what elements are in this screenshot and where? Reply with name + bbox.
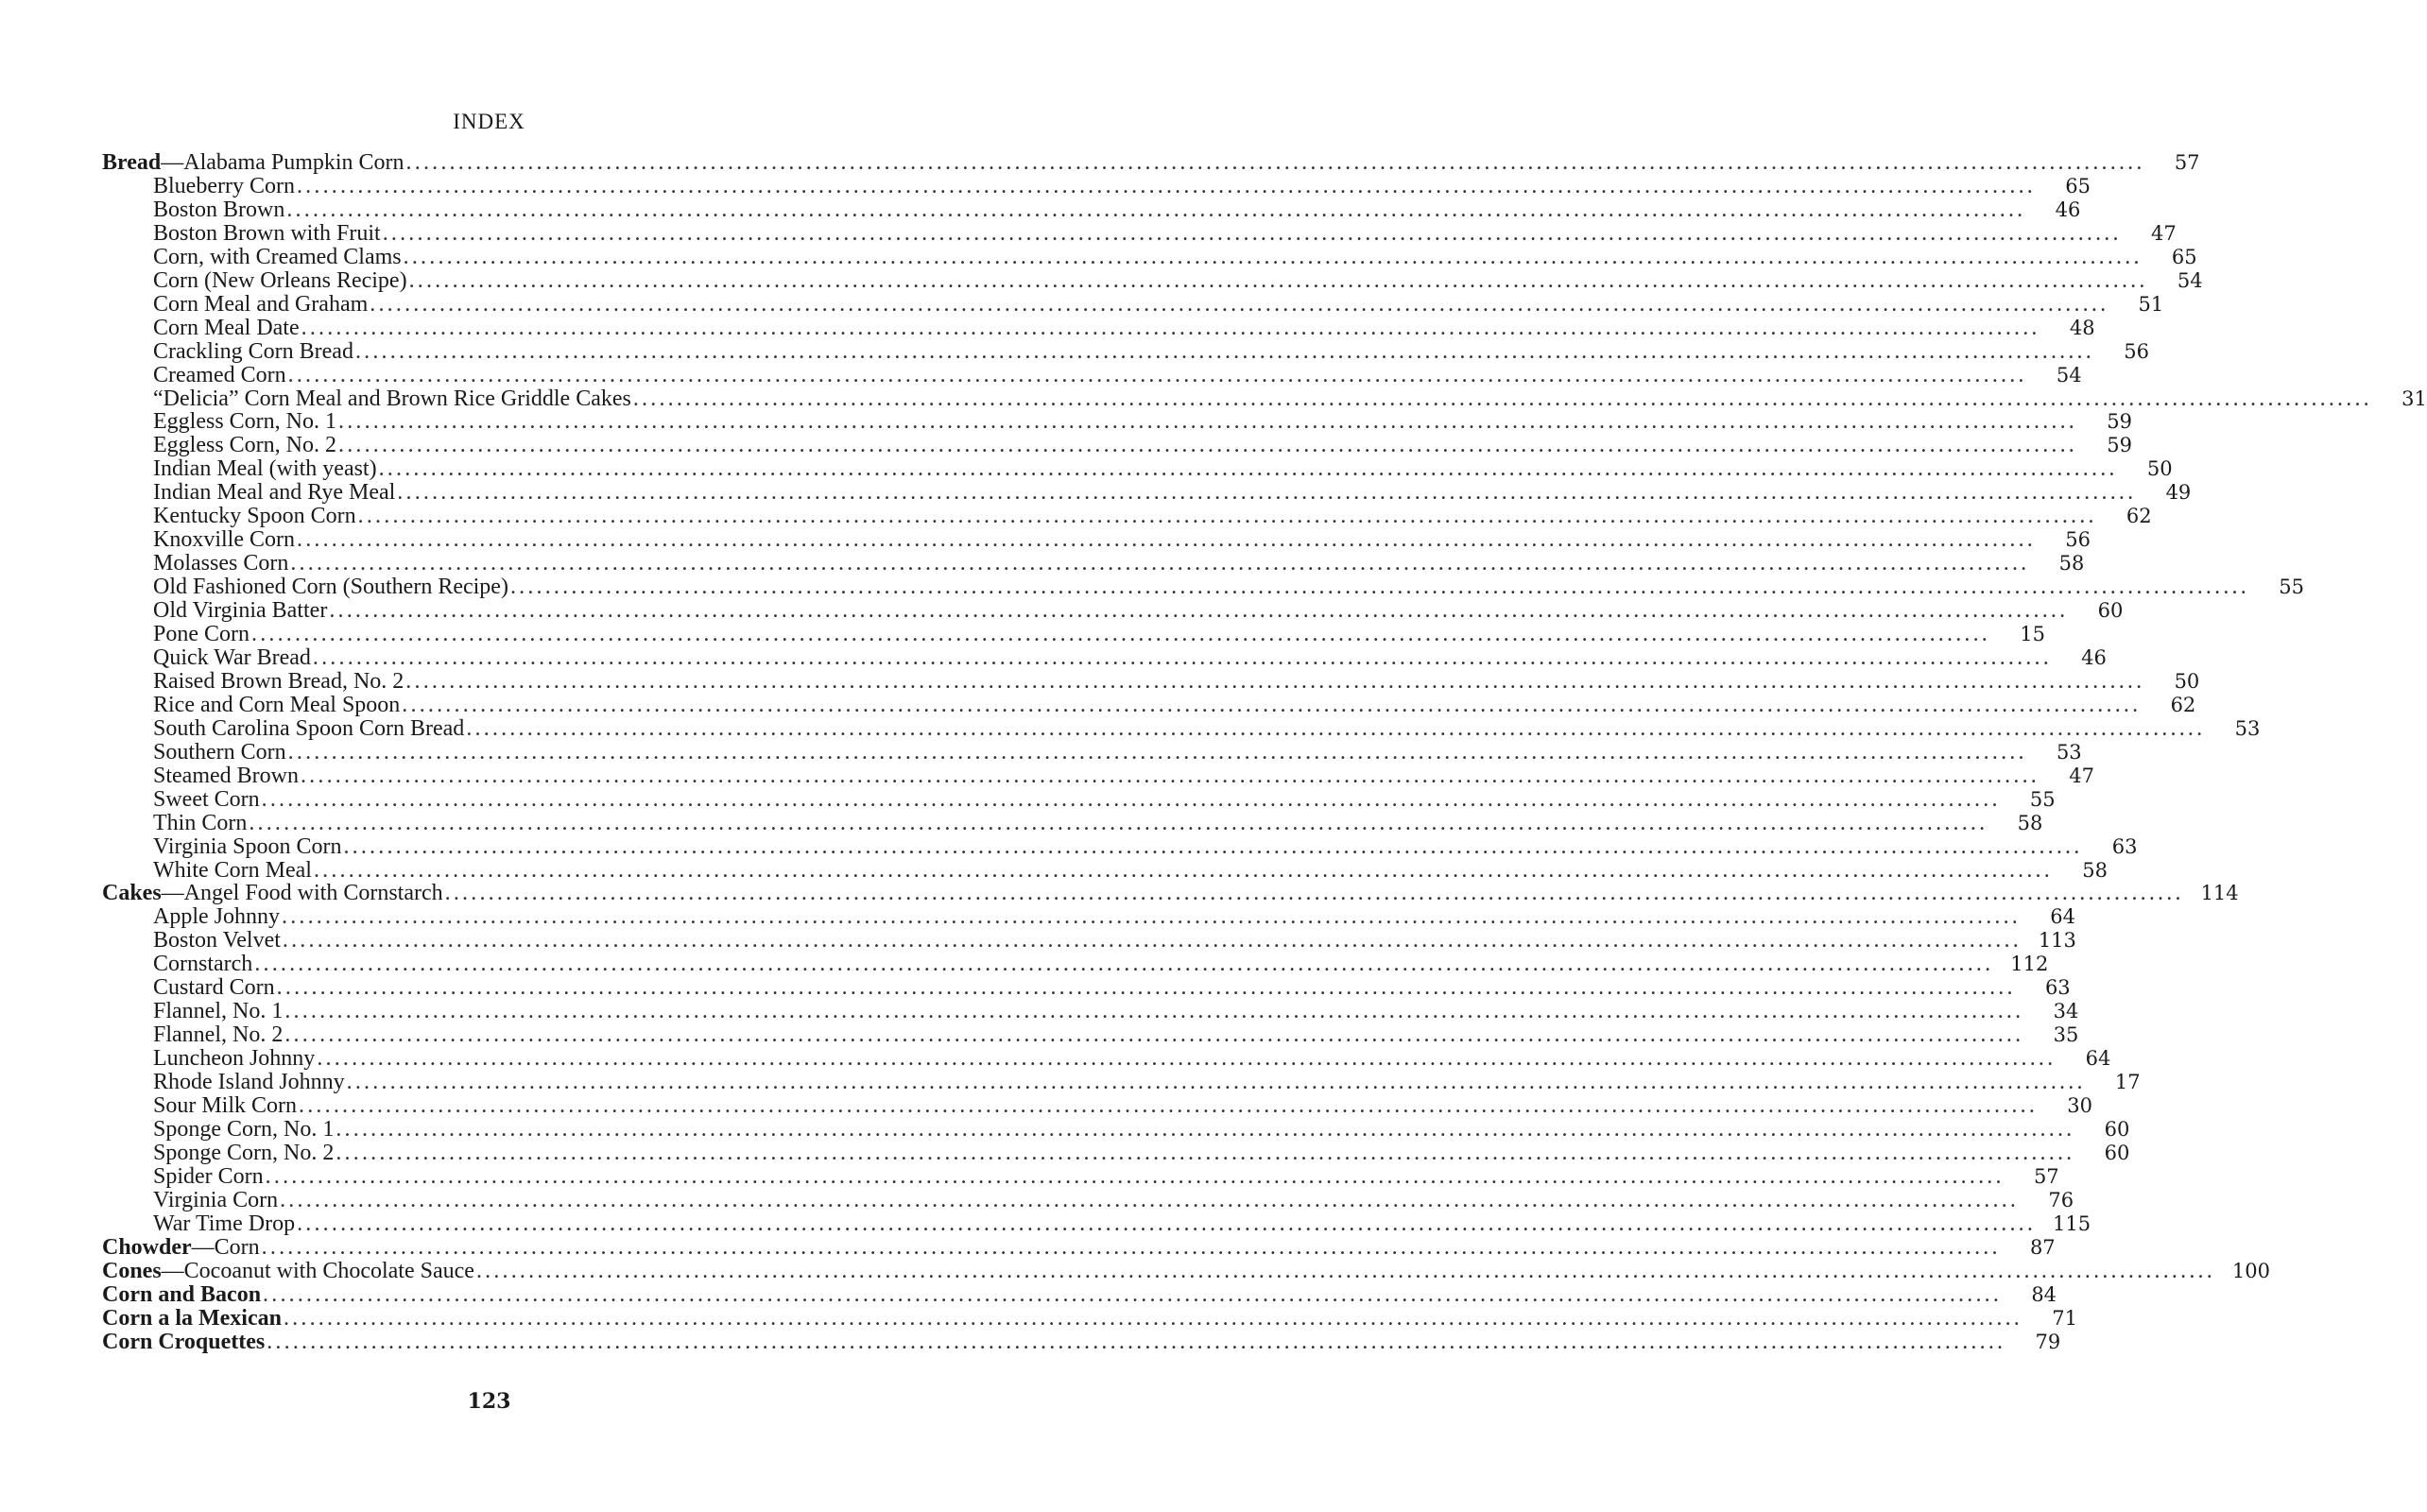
entry-page-number: 58 [2082,858,2108,882]
index-entry [153,644,2107,670]
index-entry [153,928,2076,954]
index-entry [153,857,2108,883]
entry-page-number: 71 [2052,1306,2077,1330]
dot-leader: ........................................................................................................................................................................................................ [261,1234,2001,1260]
index-entry [153,527,2091,553]
index-entry [153,244,2197,269]
category-separator: — [161,150,184,175]
index-entry [153,1211,2091,1236]
dot-leader: ........................................................................................................................................................................................................ [329,598,2069,624]
entry-page-number: 55 [2279,576,2304,599]
index-entry [153,622,2045,646]
entry-label: Kentucky Spoon Corn [153,504,356,529]
entry-label: South Carolina Spoon Corn Bread [153,715,465,741]
dot-leader: ........................................................................................................................................................................................................ [354,338,2094,364]
entry-label: “Delicia” Corn Meal and Brown Rice Griddle Cakes [153,386,631,411]
entry-page-number: 84 [2031,1282,2057,1306]
dot-leader: ........................................................................................................................................................................................................ [297,1211,2037,1236]
entry-page-number: 50 [2174,669,2200,693]
category-heading: Corn Croquettes [102,1329,266,1354]
dot-leader: ........................................................................................................................................................................................................ [444,881,2184,906]
dot-leader: ........................................................................................................................................................................................................ [336,1140,2075,1165]
entry-page-number: 49 [2165,481,2192,505]
entry-label: Rhode Island Johnny [153,1070,345,1095]
entry-page-number: 60 [2097,599,2124,623]
dot-leader: ........................................................................................................................................................................................................ [300,763,2040,788]
entry-page-number: 114 [2200,882,2239,905]
dot-leader: ........................................................................................................................................................................................................ [284,999,2024,1024]
entry-label: Creamed Corn [153,362,286,387]
index-entry [153,1022,2079,1048]
category-separator: — [161,881,184,906]
entry-label: White Corn Meal [153,857,312,883]
entry-page-number: 63 [2044,976,2071,1000]
entry-page-number: 65 [2171,245,2197,268]
entry-page-number: 60 [2104,1117,2130,1141]
entry-label: Boston Brown [153,197,285,222]
entry-label: Virginia Spoon Corn [153,833,342,859]
dot-leader: ........................................................................................................................................................................................................ [408,267,2148,293]
entry-page-number: 47 [2150,221,2177,245]
dot-leader: ........................................................................................................................................................................................................ [357,504,2097,529]
entry-page-number: 115 [2052,1211,2091,1235]
entry-label: Spider Corn [153,1163,264,1189]
dot-leader: ........................................................................................................................................................................................................ [267,1329,2006,1354]
entry-page-number: 55 [2029,787,2056,811]
dot-leader: ........................................................................................................................................................................................................ [286,197,2026,222]
entry-page-number: 87 [2029,1235,2056,1259]
index-entry [102,881,2239,906]
index-entry [153,952,2049,977]
index-entry [102,1305,2077,1331]
entry-label: Flannel, No. 2 [153,1022,284,1048]
entry-page-number: 48 [2069,316,2095,339]
dot-leader: ........................................................................................................................................................................................................ [261,786,2001,812]
entry-label: Crackling Corn Bread [153,338,353,364]
entry-label: Corn [214,1234,260,1260]
dot-leader: ........................................................................................................................................................................................................ [287,362,2027,387]
dot-leader: ........................................................................................................................................................................................................ [287,739,2027,765]
index-entry [153,668,2200,694]
entry-page-number: 54 [2177,268,2203,292]
entry-label: Alabama Pumpkin Corn [183,150,404,175]
entry-page-number: 76 [2048,1188,2074,1211]
entry-label: Old Virginia Batter [153,598,328,624]
entry-page-number: 58 [2058,552,2085,576]
entry-page-number: 113 [2038,929,2076,953]
index-entry [102,1258,2270,1283]
dot-leader: ........................................................................................................................................................................................................ [466,715,2206,741]
index-entry [153,1093,2093,1118]
dot-leader: ........................................................................................................................................................................................................ [282,928,2022,954]
index-entry [153,833,2138,859]
entry-label: Apple Johnny [153,904,280,930]
entry-label: Molasses Corn [153,551,289,576]
entry-label: Eggless Corn, No. 2 [153,433,336,458]
index-entry [153,456,2173,482]
index-entry [153,1116,2130,1142]
entry-page-number: 62 [2170,693,2196,716]
entry-page-number: 59 [2107,410,2132,434]
index-entry [153,715,2261,741]
dot-leader: ........................................................................................................................................................................................................ [632,386,2372,411]
dot-leader: ........................................................................................................................................................................................................ [397,480,2137,506]
dot-leader: ........................................................................................................................................................................................................ [509,575,2249,600]
entry-page-number: 112 [2010,953,2049,976]
entry-label: Luncheon Johnny [153,1046,316,1072]
index-entry [102,1234,2056,1260]
index-entry [153,1187,2074,1212]
index-entry [102,1329,2061,1354]
entry-label: Sponge Corn, No. 2 [153,1140,335,1165]
dot-leader: ........................................................................................................................................................................................................ [283,1305,2022,1331]
page-title: INDEX [453,110,525,133]
index-entry [153,904,2075,930]
entry-label: Corn (New Orleans Recipe) [153,267,407,293]
entry-label: Corn, with Creamed Clams [153,244,402,269]
entry-label: Southern Corn [153,739,286,765]
dot-leader: ........................................................................................................................................................................................................ [405,150,2145,175]
entry-page-number: 56 [2065,528,2091,552]
entry-label: Angel Food with Cornstarch [183,881,443,906]
dot-leader: ........................................................................................................................................................................................................ [276,975,2016,1001]
entry-page-number: 62 [2126,505,2152,528]
entry-page-number: 64 [2050,905,2075,929]
dot-leader: ........................................................................................................................................................................................................ [290,551,2030,576]
index-entry [153,386,2427,411]
index-entry [153,551,2085,576]
entry-label: Quick War Bread [153,644,311,670]
entry-page-number: 79 [2035,1330,2061,1353]
entry-page-number: 35 [2053,1023,2079,1047]
entry-label: Custard Corn [153,975,275,1001]
dot-leader: ........................................................................................................................................................................................................ [402,692,2142,717]
entry-label: Pone Corn [153,622,250,646]
entry-page-number: 34 [2053,1000,2079,1023]
entry-page-number: 17 [2114,1071,2141,1094]
index-entry [153,220,2177,246]
index-entry [153,338,2149,364]
index-entry [153,763,2094,788]
category-heading: Corn a la Mexican [102,1305,282,1331]
index-entry [153,504,2152,529]
index-entry [153,598,2124,624]
dot-leader: ........................................................................................................................................................................................................ [343,833,2083,859]
entry-label: Sour Milk Corn [153,1093,298,1118]
entry-page-number: 57 [2174,151,2200,174]
entry-label: Blueberry Corn [153,173,295,198]
dot-leader: ........................................................................................................................................................................................................ [382,220,2122,246]
index-entry [153,999,2079,1024]
entry-label: Flannel, No. 1 [153,999,284,1024]
entry-label: Thin Corn [153,810,248,835]
dot-leader: ........................................................................................................................................................................................................ [346,1070,2086,1095]
dot-leader: ........................................................................................................................................................................................................ [317,1046,2057,1072]
dot-leader: ........................................................................................................................................................................................................ [405,668,2145,694]
entry-label: Eggless Corn, No. 1 [153,409,336,435]
index-entry [153,575,2304,600]
entry-page-number: 54 [2056,363,2082,387]
entry-page-number: 30 [2067,1094,2093,1117]
entry-page-number: 100 [2231,1259,2270,1282]
category-heading: Chowder [102,1234,192,1260]
entry-label: Knoxville Corn [153,527,295,553]
index-entry [102,150,2200,175]
index-entry [153,291,2164,317]
page-number: 123 [467,1389,511,1414]
entry-label: Boston Velvet [153,928,281,954]
index-entry [153,692,2196,717]
entry-page-number: 51 [2138,292,2164,316]
entry-label: Virginia Corn [153,1187,279,1212]
dot-leader: ........................................................................................................................................................................................................ [378,456,2118,482]
index-entry [153,173,2091,198]
category-heading: Bread [102,150,162,175]
dot-leader: ........................................................................................................................................................................................................ [249,810,1988,835]
entry-label: Indian Meal and Rye Meal [153,480,396,506]
index-entry [153,197,2081,222]
dot-leader: ........................................................................................................................................................................................................ [403,244,2143,269]
entry-page-number: 59 [2107,434,2132,457]
index-entry [153,409,2132,435]
dot-leader: ........................................................................................................................................................................................................ [336,1116,2075,1142]
dot-leader: ........................................................................................................................................................................................................ [338,409,2077,435]
index-entry [153,433,2132,458]
entry-page-number: 65 [2065,174,2091,198]
index-entry [153,267,2203,293]
dot-leader: ........................................................................................................................................................................................................ [296,173,2036,198]
entry-page-number: 58 [2017,811,2043,834]
dot-leader: ........................................................................................................................................................................................................ [254,952,1994,977]
index-entry [153,1163,2059,1189]
dot-leader: ........................................................................................................................................................................................................ [312,644,2052,670]
entry-label: Steamed Brown [153,763,299,788]
entry-label: Sweet Corn [153,786,260,812]
index-entry [153,1140,2130,1165]
entry-label: Old Fashioned Corn (Southern Recipe) [153,575,508,600]
dot-leader: ........................................................................................................................................................................................................ [265,1163,2005,1189]
index-entry [153,810,2043,835]
dot-leader: ........................................................................................................................................................................................................ [297,527,2036,553]
index-entry [153,362,2082,387]
entry-label: Rice and Corn Meal Spoon [153,692,401,717]
entry-page-number: 64 [2085,1047,2111,1071]
category-heading: Cakes [102,881,162,906]
dot-leader: ........................................................................................................................................................................................................ [251,622,1990,646]
entry-label: Cornstarch [153,952,253,977]
dot-leader: ........................................................................................................................................................................................................ [282,904,2021,930]
index-entry [153,739,2082,765]
index-entry [153,1070,2141,1095]
entry-page-number: 46 [2081,645,2107,669]
entry-page-number: 53 [2056,740,2082,764]
entry-label: Sponge Corn, No. 1 [153,1116,335,1142]
index-entry [102,1281,2057,1307]
entry-label: War Time Drop [153,1211,296,1236]
entry-page-number: 63 [2111,834,2138,858]
entry-page-number: 53 [2234,716,2261,740]
category-separator: — [161,1258,184,1283]
entry-label: Raised Brown Bread, No. 2 [153,668,404,694]
dot-leader: ........................................................................................................................................................................................................ [299,1093,2039,1118]
entry-label: Corn Meal Date [153,315,300,340]
category-separator: — [191,1234,215,1260]
entry-page-number: 46 [2055,198,2081,221]
dot-leader: ........................................................................................................................................................................................................ [338,433,2077,458]
index-entry [153,315,2095,340]
entry-page-number: 31 [2401,387,2427,410]
index-entry [153,1046,2111,1072]
index-entry [153,786,2056,812]
category-heading: Cones [102,1258,162,1283]
entry-page-number: 15 [2020,623,2045,645]
entry-page-number: 47 [2069,764,2094,787]
entry-label: Indian Meal (with yeast) [153,456,377,482]
entry-label: Cocoanut with Chocolate Sauce [183,1258,474,1283]
entry-page-number: 50 [2146,457,2173,481]
entry-page-number: 56 [2124,339,2149,363]
entry-label: Boston Brown with Fruit [153,220,381,246]
entry-page-number: 60 [2104,1141,2130,1164]
dot-leader: ........................................................................................................................................................................................................ [370,291,2109,317]
dot-leader: ........................................................................................................................................................................................................ [280,1187,2020,1212]
dot-leader: ........................................................................................................................................................................................................ [301,315,2040,340]
entry-page-number: 57 [2033,1164,2059,1188]
index-entry [153,975,2071,1001]
dot-leader: ........................................................................................................................................................................................................ [313,857,2053,883]
category-heading: Corn and Bacon [102,1281,262,1307]
dot-leader: ........................................................................................................................................................................................................ [284,1022,2024,1048]
entry-label: Corn Meal and Graham [153,291,369,317]
dot-leader: ........................................................................................................................................................................................................ [263,1281,2003,1307]
dot-leader: ........................................................................................................................................................................................................ [475,1258,2215,1283]
index-entry [153,480,2192,506]
